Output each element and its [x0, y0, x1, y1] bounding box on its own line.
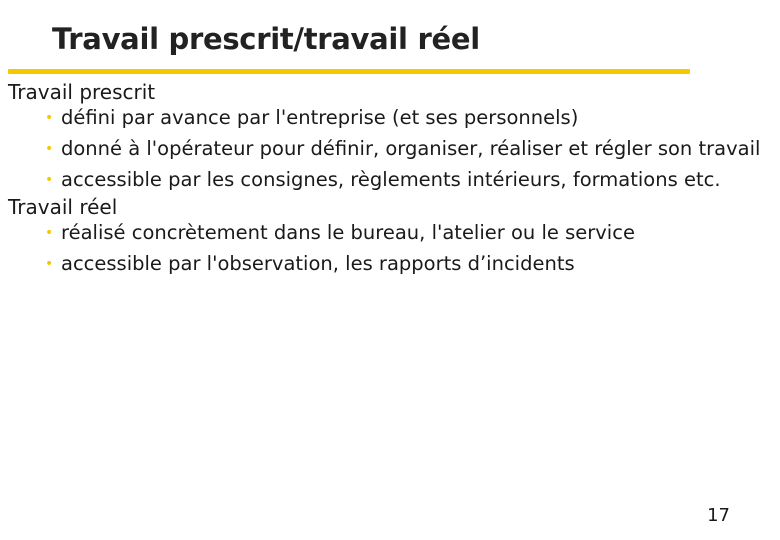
- bullet-dot-icon: •: [45, 256, 54, 272]
- section-label-prescrit: Travail prescrit: [8, 80, 156, 104]
- bullet-text: donné à l'opérateur pour définir, organiser, réaliser et régler son travail: [61, 137, 761, 160]
- section-label-reel: Travail réel: [8, 195, 118, 219]
- bullet-item: [8, 169, 770, 191]
- bullet-text: réalisé concrètement dans le bureau, l'atelier ou le service: [61, 221, 635, 244]
- bullet-item: [8, 222, 770, 244]
- page-number: 17: [707, 505, 730, 526]
- bullet-list-prescrit: [8, 107, 770, 191]
- bullet-item: [8, 253, 770, 275]
- bullet-dot-icon: •: [45, 225, 54, 241]
- bullet-dot-icon: •: [45, 141, 54, 157]
- bullet-text: accessible par l'observation, les rapports d’incidents: [61, 252, 575, 275]
- slide-title: Travail prescrit/travail réel: [52, 22, 480, 56]
- bullet-dot-icon: •: [45, 110, 54, 126]
- bullet-item: [8, 107, 770, 129]
- slide-content: [8, 78, 770, 284]
- title-underline: [8, 69, 690, 74]
- bullet-item: [8, 138, 770, 160]
- bullet-dot-icon: •: [45, 172, 54, 188]
- bullet-text: accessible par les consignes, règlements intérieurs, formations etc.: [61, 168, 721, 191]
- bullet-text: défini par avance par l'entreprise (et ses personnels): [61, 106, 579, 129]
- bullet-list-reel: [8, 222, 770, 275]
